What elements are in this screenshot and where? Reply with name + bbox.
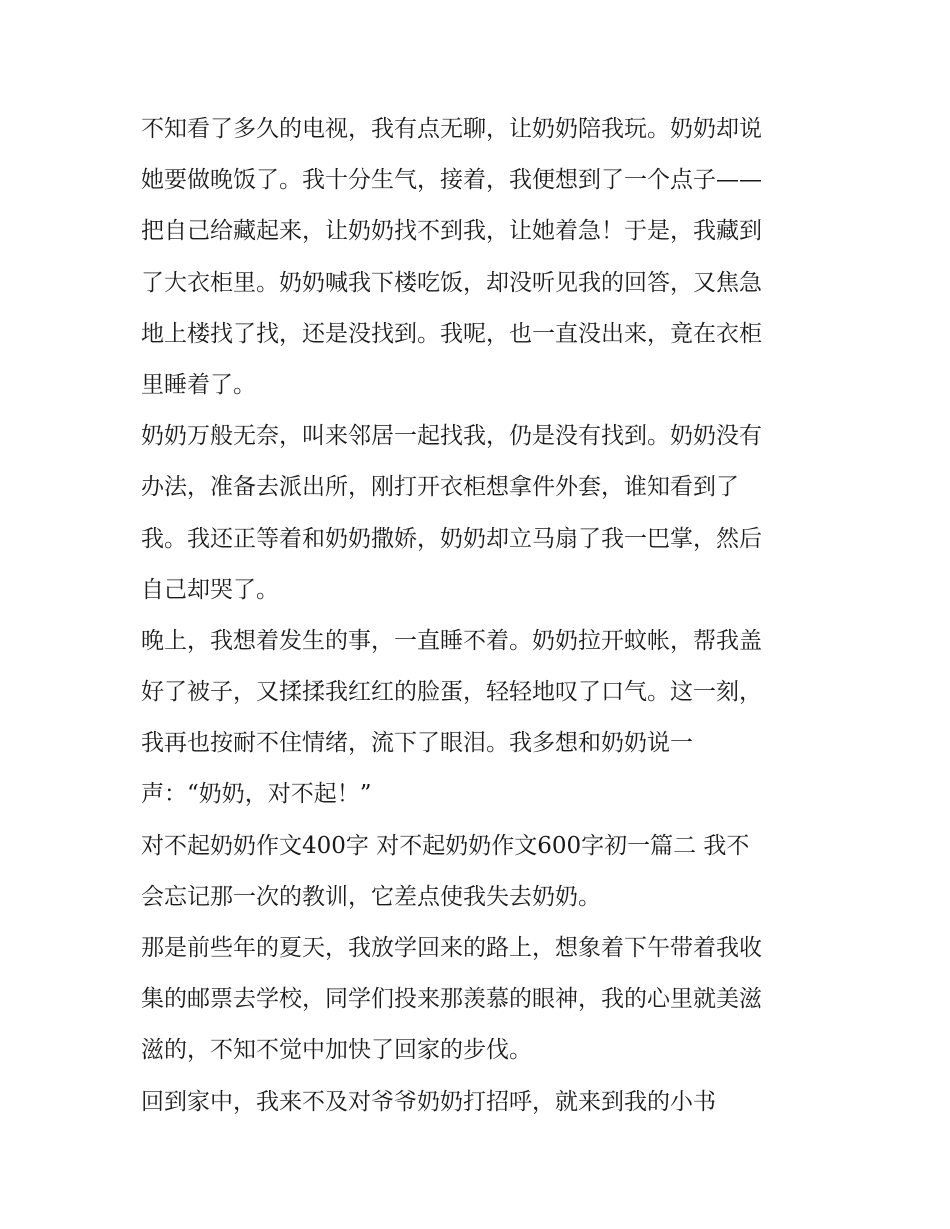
text-line: 我。我还正等着和奶奶撒娇，奶奶却立马扇了我一巴掌，然后 (141, 525, 762, 552)
text-line: 她要做晚饭了。我十分生气，接着，我便想到了一个点子—— (141, 167, 762, 194)
text-line: 会忘记那一次的教训，它差点使我失去奶奶。 (141, 883, 601, 910)
text-line: 奶奶万般无奈，叫来邻居一起找我，仍是没有找到。奶奶没有 (141, 423, 762, 450)
text-line: 集的邮票去学校，同学们投来那羡慕的眼神，我的心里就美滋 (141, 986, 762, 1013)
text-line: 自己却哭了。 (141, 576, 279, 603)
essay-text (141, 104, 831, 1128)
text-line: 对不起奶奶作文400字 对不起奶奶作文600字初一篇二 我不 (141, 832, 750, 859)
text-line: 我再也按耐不住情绪，流下了眼泪。我多想和奶奶说一 (141, 730, 693, 757)
text-line: 不知看了多久的电视，我有点无聊，让奶奶陪我玩。奶奶却说 (141, 116, 762, 142)
text-line: 晚上，我想着发生的事，一直睡不着。奶奶拉开蚊帐，帮我盖 (141, 627, 762, 654)
text-line: 办法，准备去派出所，刚打开衣柜想拿件外套，谁知看到了 (141, 474, 739, 501)
text-line: 把自己给藏起来，让奶奶找不到我，让她着急！于是，我藏到 (141, 218, 762, 245)
text-line: 地上楼找了找，还是没找到。我呢，也一直没出来，竟在衣柜 (141, 320, 762, 347)
text-line: 回到家中，我来不及对爷爷奶奶打招呼，就来到我的小书 (141, 1088, 716, 1115)
text-line: 那是前些年的夏天，我放学回来的路上，想象着下午带着我收 (141, 935, 762, 961)
text-line: 声：“奶奶，对不起！” (141, 781, 372, 808)
text-line: 好了被子，又揉揉我红红的脸蛋，轻轻地叹了口气。这一刻， (141, 679, 762, 706)
text-line: 了大衣柜里。奶奶喊我下楼吃饭，却没听见我的回答，又焦急 (141, 269, 762, 296)
text-line: 滋的，不知不觉中加快了回家的步伐。 (141, 1037, 532, 1064)
text-line: 里睡着了。 (141, 371, 256, 398)
